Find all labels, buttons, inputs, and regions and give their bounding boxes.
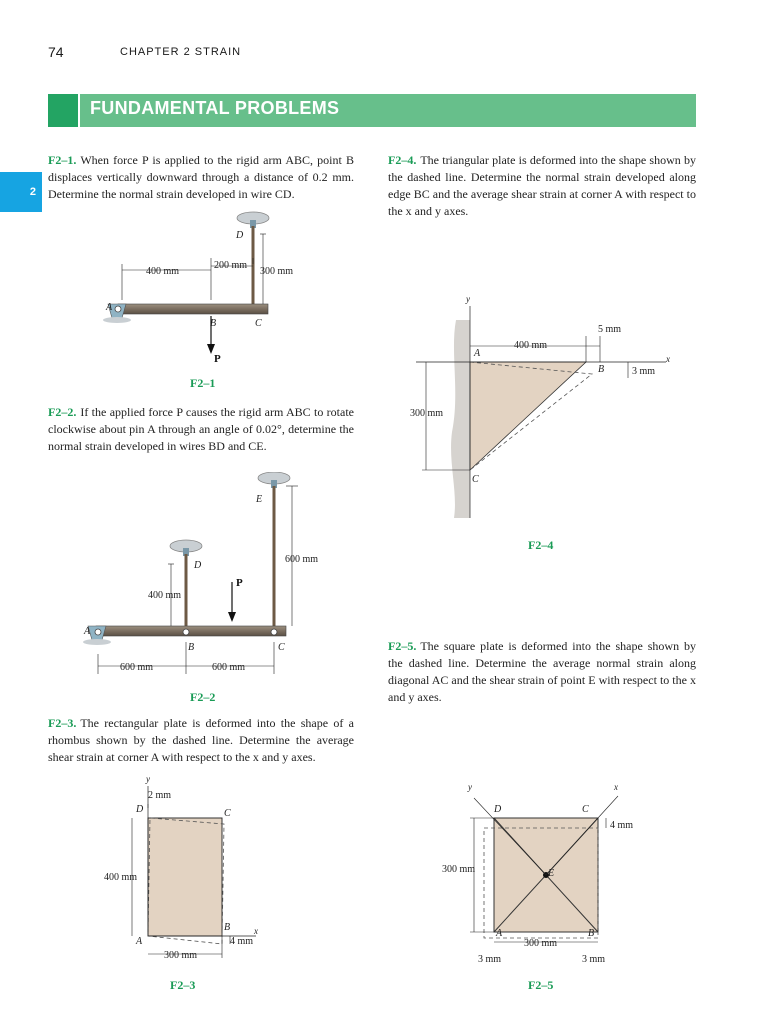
- caption-f2-3: F2–3: [170, 978, 196, 992]
- plate: [148, 818, 222, 936]
- axis-x: x: [254, 926, 258, 936]
- point-b: B: [588, 928, 595, 939]
- axis-x: x: [666, 354, 670, 364]
- point-a: A: [496, 928, 503, 939]
- point-a: A: [106, 302, 113, 313]
- point-c: C: [582, 804, 589, 815]
- problem-f2-4: [388, 152, 696, 220]
- dim-3-left: 3 mm: [478, 954, 502, 965]
- point-d: D: [236, 230, 244, 241]
- problem-text: If the applied force P causes the rigid arm ABC to rotate clockwise about pin A through an angle of 0.02°, determine the normal strain developed in wires BD and CE.: [48, 405, 354, 453]
- caption-f2-2: F2–2: [190, 690, 216, 704]
- dim-400: 400 mm: [514, 340, 548, 351]
- load-p: P: [214, 353, 221, 365]
- problem-text: The rectangular plate is deformed into the shape of a rhombus shown by the dashed line. Determine the average shear strain at corner A with respect to the x and y axes.: [48, 716, 354, 764]
- point-e: E: [548, 868, 555, 879]
- caption-f2-4: F2–4: [528, 538, 554, 552]
- figure-f2-1: [100, 208, 340, 398]
- running-head: CHAPTER 2 STRAIN: [120, 46, 242, 58]
- point-b: B: [598, 364, 605, 375]
- dim-600-vertical: 600 mm: [285, 554, 319, 565]
- dim-400: 400 mm: [104, 872, 138, 883]
- problem-id: F2–3.: [48, 716, 77, 730]
- dim-300: 300 mm: [164, 950, 198, 961]
- dim-300: 300 mm: [410, 408, 444, 419]
- figure-f2-5: [440, 778, 680, 970]
- rigid-arm: [96, 626, 286, 636]
- point-b: B: [188, 642, 195, 653]
- point-c: C: [472, 474, 479, 485]
- point-c: C: [255, 318, 262, 329]
- dim-300: 300 mm: [260, 266, 294, 277]
- dim-4: 4 mm: [610, 820, 634, 831]
- dim-400: 400 mm: [146, 266, 180, 277]
- axis-y: y: [468, 782, 472, 792]
- axis-x: x: [614, 782, 618, 792]
- load-p: P: [236, 577, 243, 589]
- point-d: D: [136, 804, 144, 815]
- point-d: D: [194, 560, 202, 571]
- axis-y: y: [146, 776, 150, 784]
- banner-title: FUNDAMENTAL PROBLEMS: [90, 98, 340, 118]
- problem-id: F2–4.: [388, 153, 417, 167]
- figure-f2-4: [408, 292, 678, 522]
- caption-f2-1: F2–1: [190, 376, 216, 390]
- problem-text: When force P is applied to the rigid arm ABC, point B displaces vertically downward through a distance of 0.2 mm. Determine the normal strain developed in wire CD.: [48, 153, 354, 201]
- point-c: C: [224, 808, 231, 819]
- dim-300-vertical: 300 mm: [442, 864, 476, 875]
- point-a: A: [474, 348, 481, 359]
- dim-300-horizontal: 300 mm: [524, 938, 558, 949]
- banner-mark: [48, 94, 78, 127]
- caption-f2-5: F2–5: [528, 978, 554, 992]
- point-e: E: [256, 494, 263, 505]
- point-d: D: [494, 804, 502, 815]
- problem-f2-3: [48, 715, 354, 766]
- problem-id: F2–2.: [48, 405, 77, 419]
- problem-f2-2: [48, 404, 354, 455]
- page-number: 74: [48, 44, 64, 60]
- point-a: A: [84, 626, 91, 637]
- wall: [451, 320, 470, 518]
- point-b: B: [224, 922, 231, 933]
- point-a: A: [136, 936, 143, 947]
- dim-200: 200 mm: [214, 260, 248, 271]
- problem-f2-5: [388, 638, 696, 706]
- dim-600-right: 600 mm: [212, 662, 246, 673]
- dim-5: 5 mm: [598, 324, 622, 335]
- dim-600-left: 600 mm: [120, 662, 154, 673]
- plate: [470, 362, 586, 470]
- figure-f2-2: [80, 472, 360, 682]
- problem-f2-1: [48, 152, 354, 203]
- problem-text: The square plate is deformed into the shape shown by the dashed line. Determine the average normal strain along diagonal AC and the shear strain of point E with respect to the x and y axes.: [388, 639, 696, 704]
- dim-3: 3 mm: [632, 366, 656, 377]
- dim-4: 4 mm: [230, 936, 254, 947]
- dim-400: 400 mm: [148, 590, 182, 601]
- axis-y: y: [466, 294, 470, 304]
- rigid-arm: [118, 304, 268, 314]
- dim-3-right: 3 mm: [582, 954, 606, 965]
- dim-2: 2 mm: [148, 790, 172, 801]
- chapter-tab[interactable]: [0, 172, 42, 212]
- point-c: C: [278, 642, 285, 653]
- problem-id: F2–5.: [388, 639, 417, 653]
- problem-text: The triangular plate is deformed into the shape shown by the dashed line. Determine the normal strain developed along edge BC and the average shear strain at corner A with respect to the x and y axes.: [388, 153, 696, 218]
- figure-f2-3: [100, 776, 270, 972]
- problem-id: F2–1.: [48, 153, 77, 167]
- point-b: B: [210, 318, 217, 329]
- chapter-tab-label: 2: [29, 186, 36, 198]
